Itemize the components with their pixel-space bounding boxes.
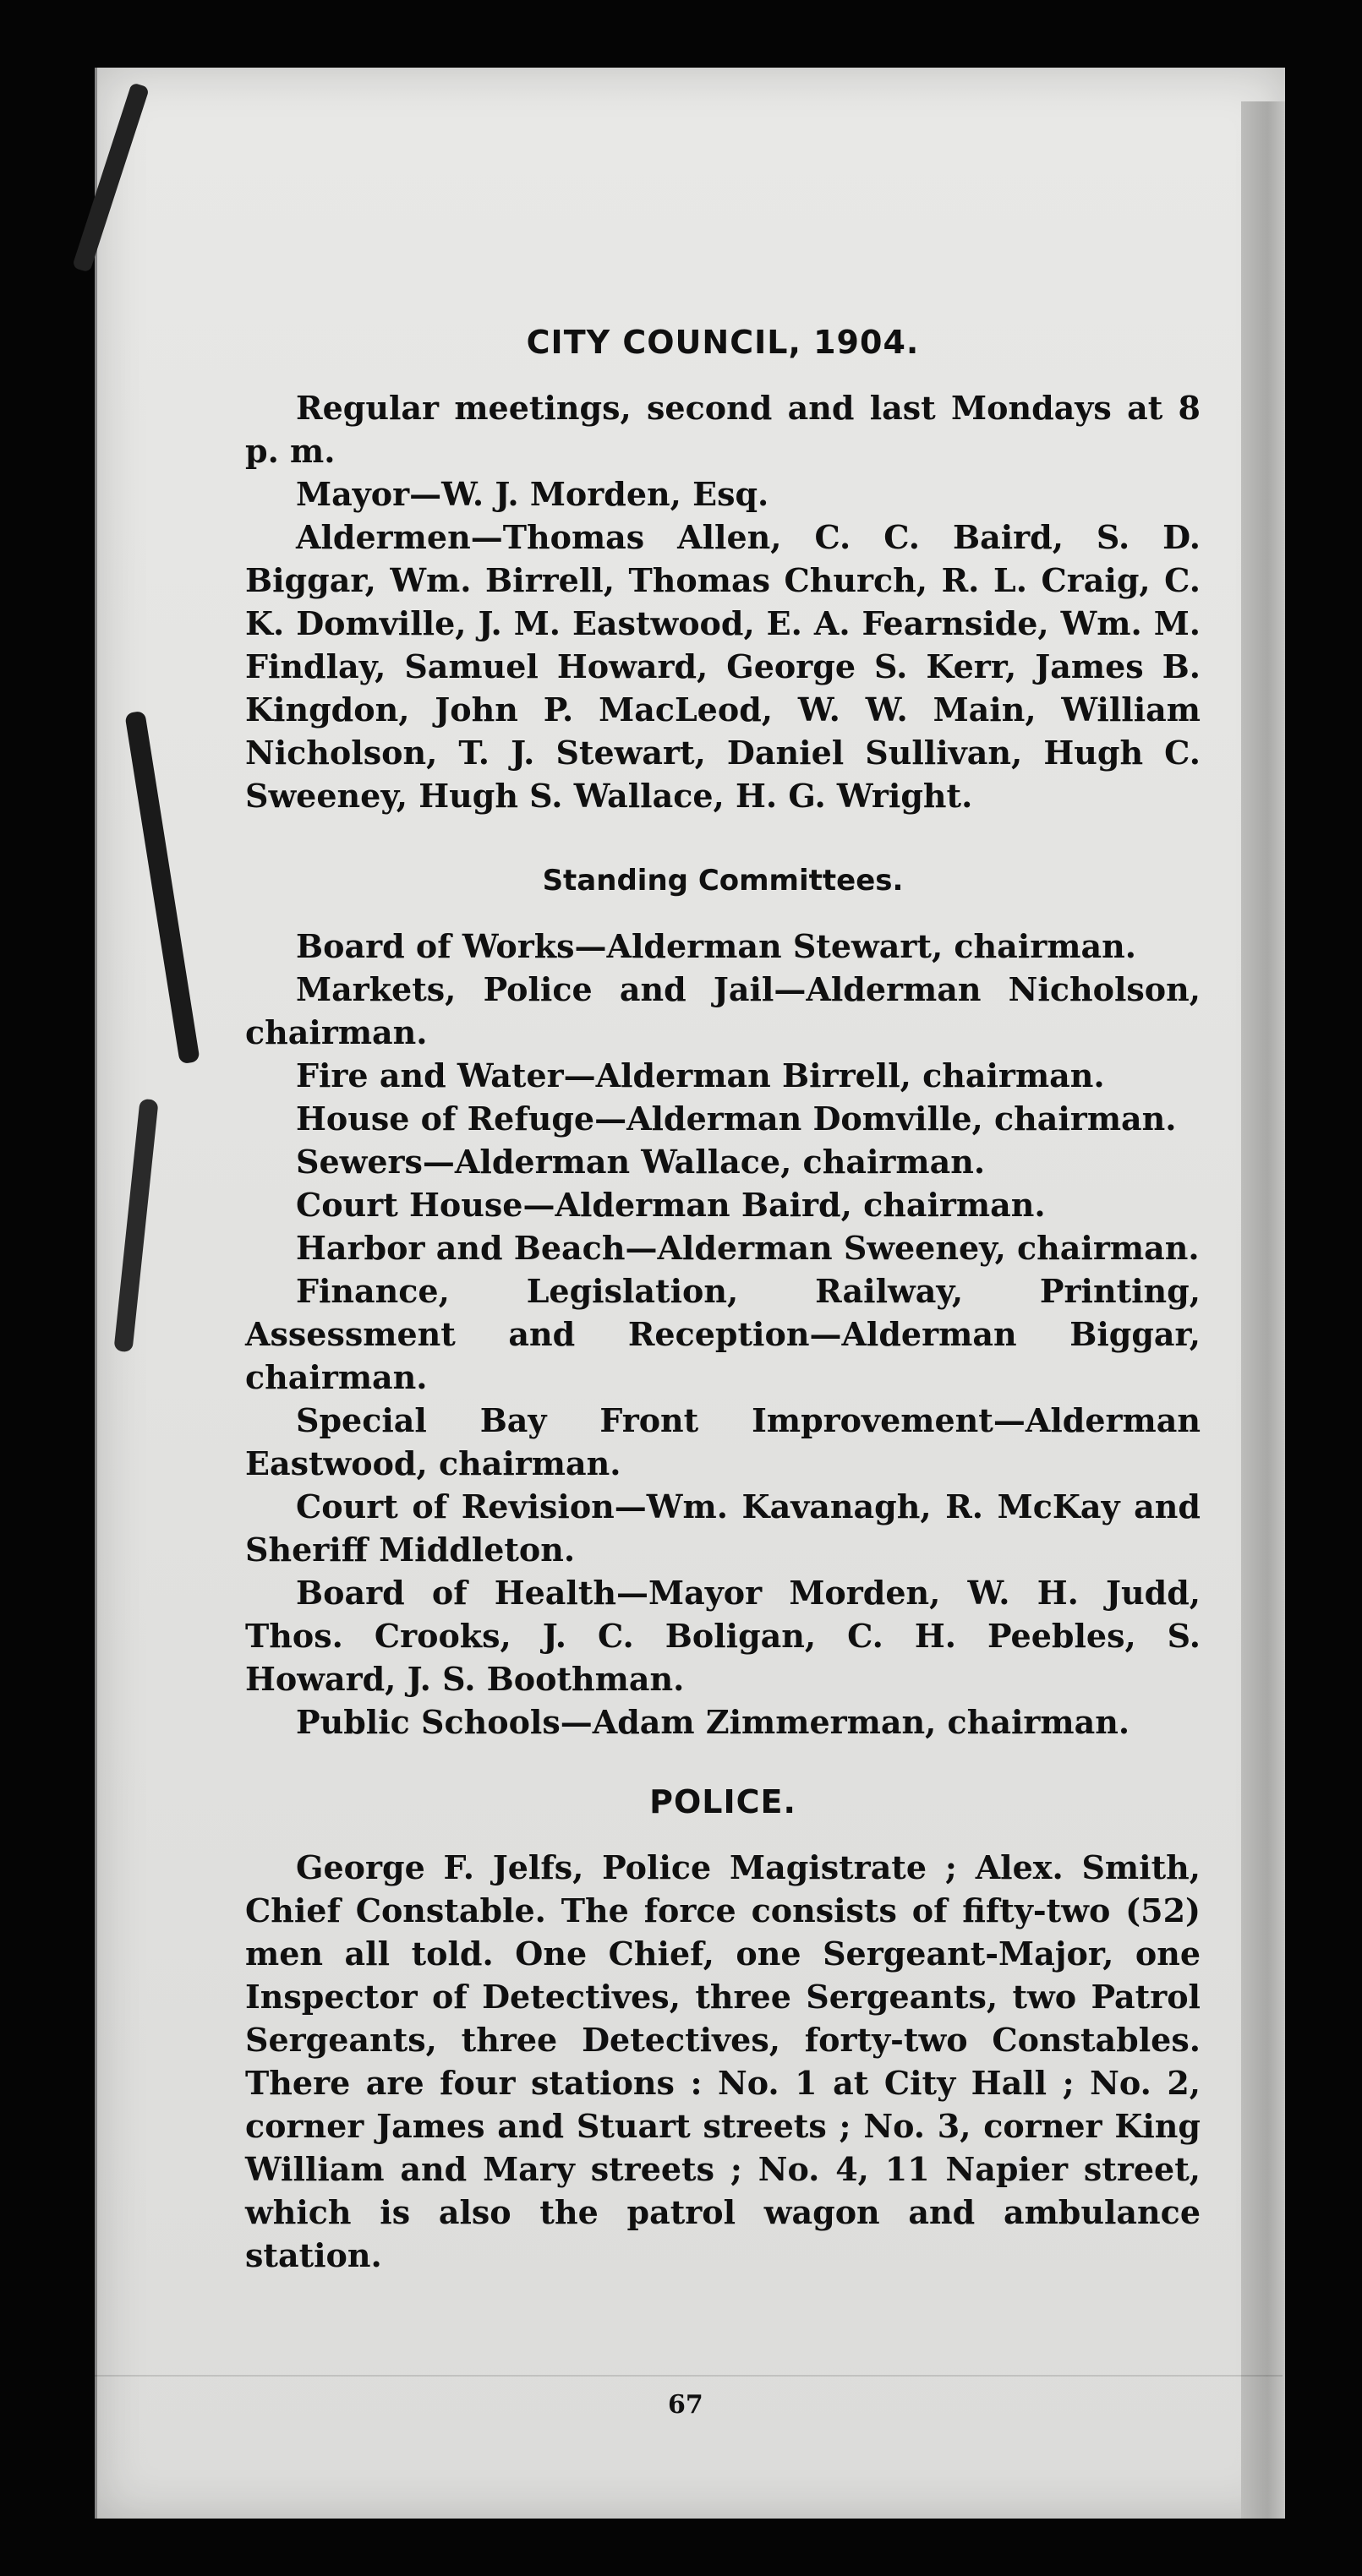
council-mayor: Mayor—W. J. Morden, Esq. [296,475,769,513]
council-heading: CITY COUNCIL, 1904. [526,324,920,361]
committee-item: Board of Health—Mayor Morden, W. H. Judd, Thos. Crooks, J. C. Boligan, C. H. Peebles, S. Howard, J. S. Boothman. [245,1574,1201,1698]
police-paragraph: George F. Jelfs, Police Magistrate ; Alex. Smith, Chief Constable. The force consists of fifty-two (52) men all told. One Chief, one Sergeant-Major, one Inspector of Detectives, three Sergeants, two Patrol Sergeants, three Detectives, forty-two Constables. There are four stations : No. 1 at City Hall ; No. 2, corner James and Stuart streets ; No. 3, corner King William and Mary streets ; No. 4, 11 Napier street, which is also the patrol wagon and ambulance station. [245,1848,1201,2274]
committee-item: Board of Works—Alderman Stewart, chairman. [296,927,1136,965]
committee-item: Markets, Police and Jail—Alderman Nicholson, chairman. [245,970,1201,1051]
police-heading: POLICE. [649,1783,796,1820]
page-edge [1241,101,1285,2519]
council-meetings: Regular meetings, second and last Mondays at 8 p. m. [245,389,1201,470]
committee-item: House of Refuge—Alderman Domville, chairman. [296,1100,1177,1138]
page-fold [95,2375,1283,2377]
committee-item: Harbor and Beach—Alderman Sweeney, chairman. [296,1229,1200,1267]
committee-item: Court of Revision—Wm. Kavanagh, R. McKay and Sheriff Middleton. [245,1487,1201,1569]
committees-heading: Standing Committees. [542,864,904,898]
page-content [245,321,1201,2277]
committee-item: Special Bay Front Improvement—Alderman Eastwood, chairman. [245,1401,1201,1482]
committee-item: Fire and Water—Alderman Birrell, chairman. [296,1056,1105,1094]
committee-item: Court House—Alderman Baird, chairman. [296,1186,1046,1224]
committee-item: Public Schools—Adam Zimmerman, chairman. [296,1703,1130,1741]
committee-item: Sewers—Alderman Wallace, chairman. [296,1143,986,1181]
council-aldermen: Aldermen—Thomas Allen, C. C. Baird, S. D. Biggar, Wm. Birrell, Thomas Church, R. L. Craig, C. K. Domville, J. M. Eastwood, E. A. Fearnside, Wm. M. Findlay, Samuel Howard, George S. Kerr, James B. Kingdon, John P. MacLeod, W. W. Main, William Nicholson, T. J. Stewart, Daniel Sullivan, Hugh C. Sweeney, Hugh S. Wallace, H. G. Wright. [245,518,1201,815]
page-number: 67 [668,2390,703,2420]
committee-item: Finance, Legislation, Railway, Printing, Assessment and Reception—Alderman Biggar, chairman. [245,1272,1201,1396]
